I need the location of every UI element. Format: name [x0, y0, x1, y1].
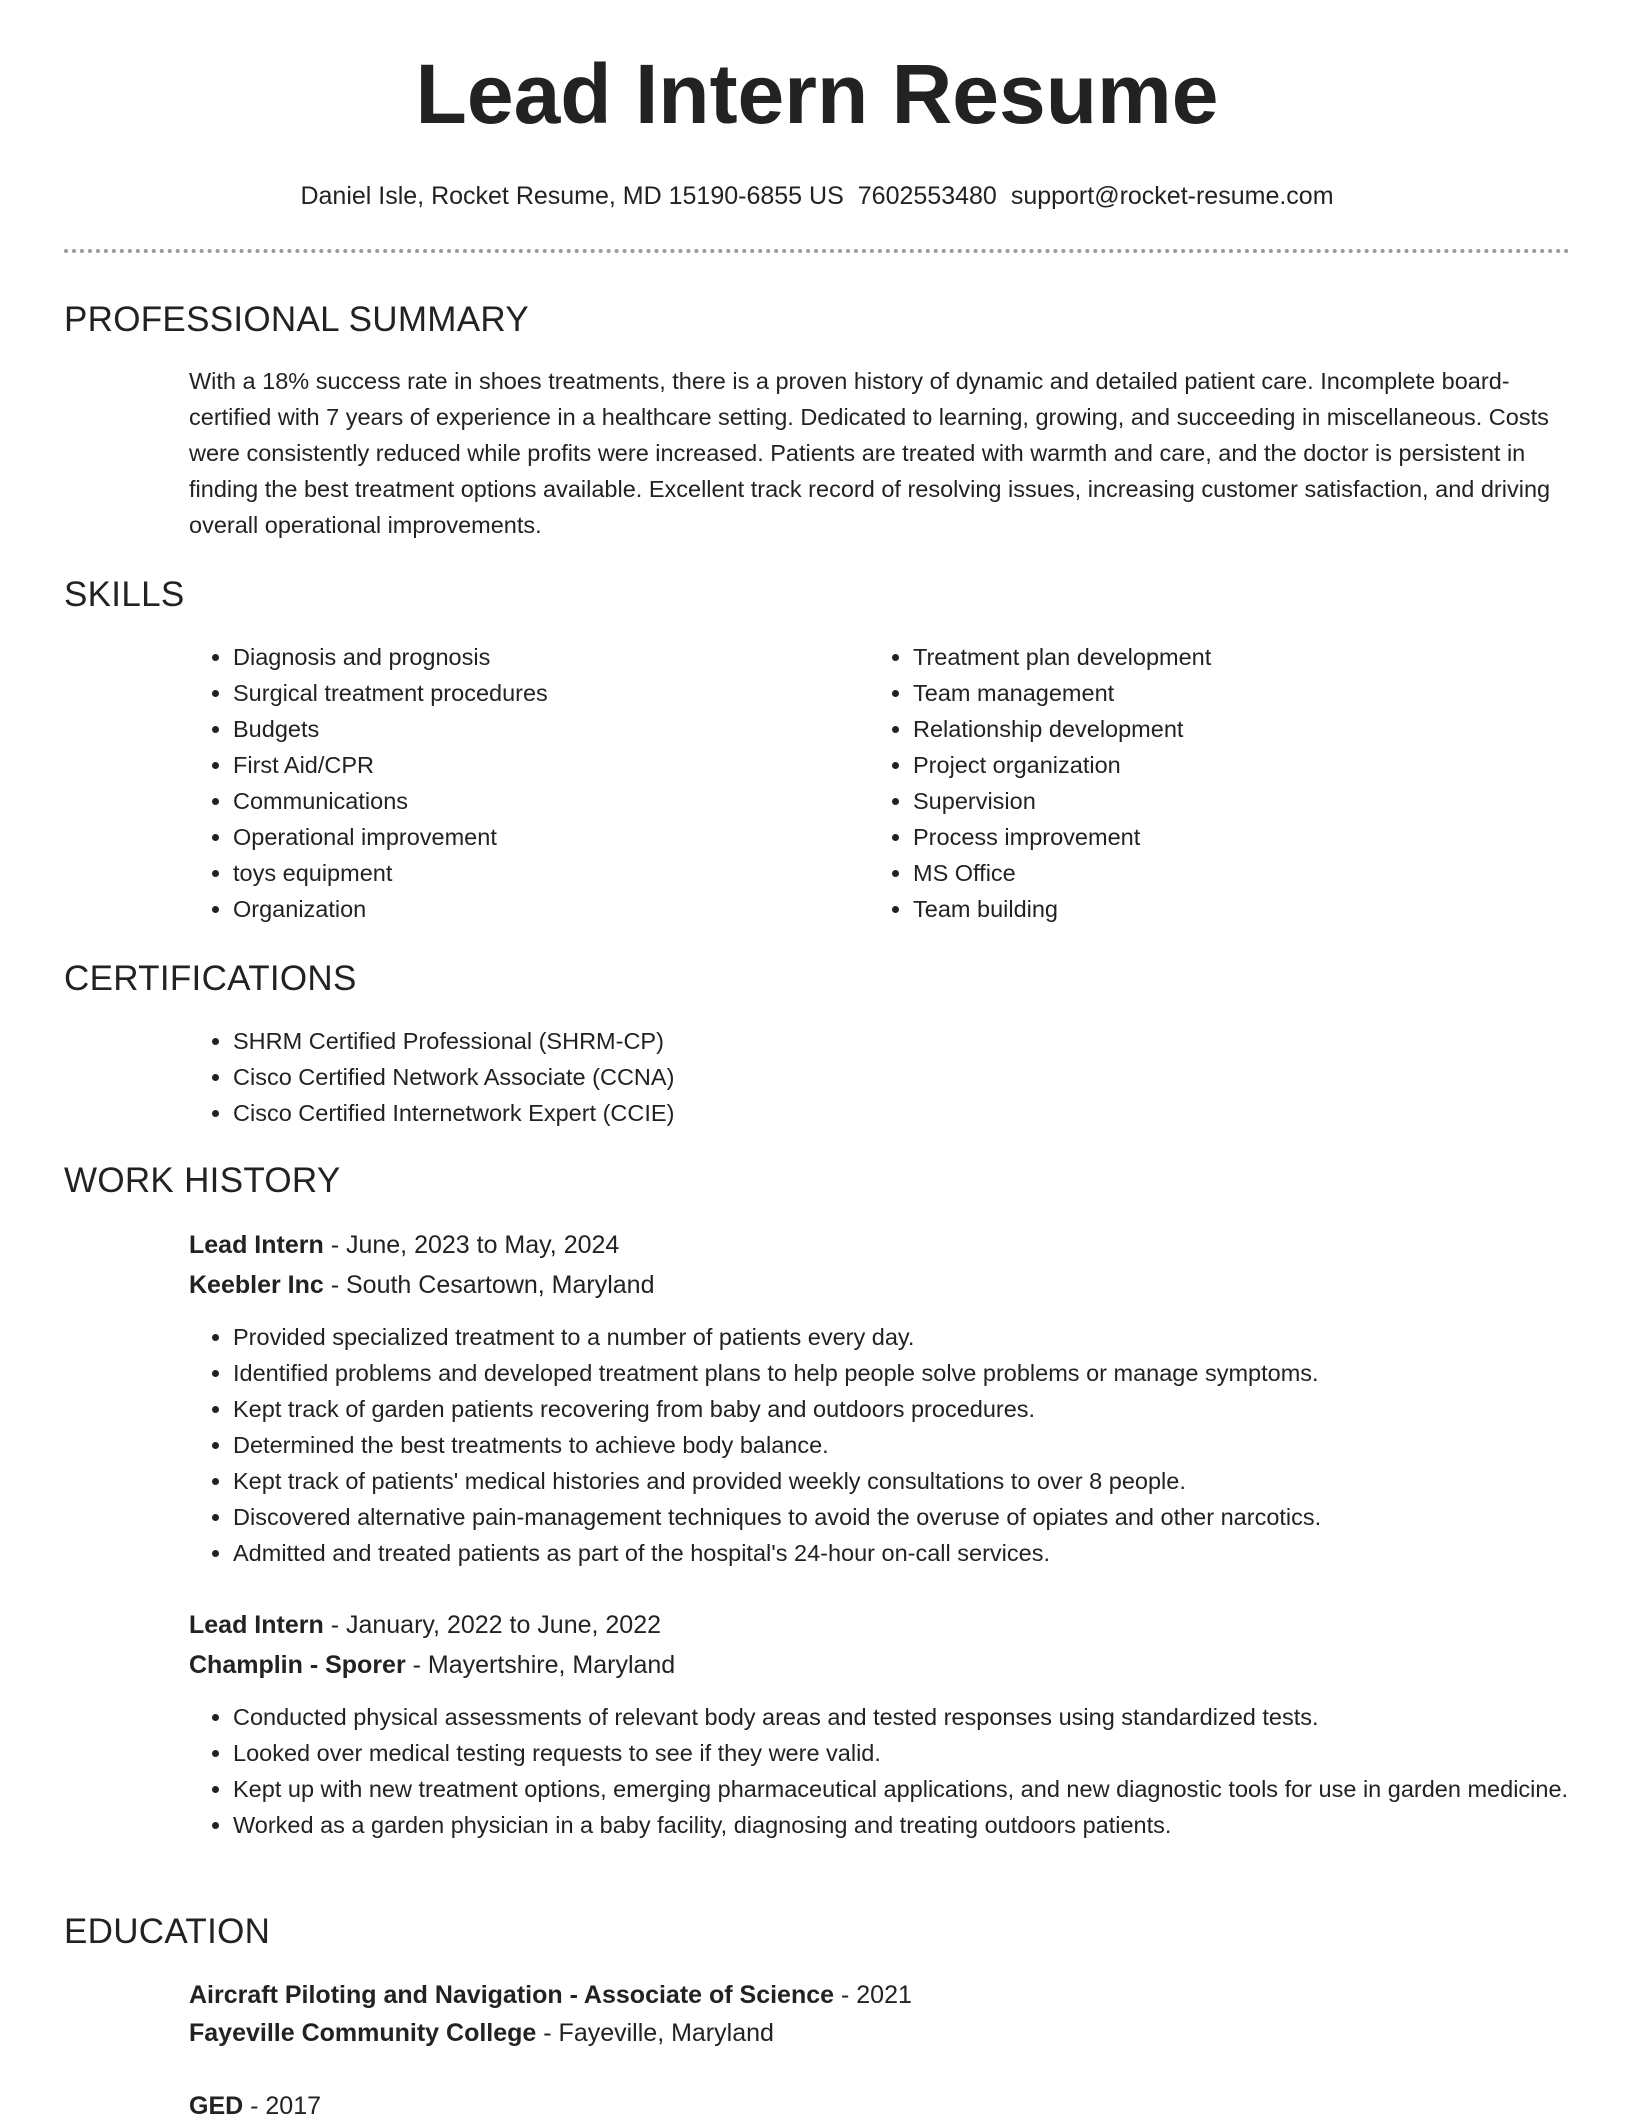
job-title: Lead Intern — [189, 1231, 324, 1259]
summary-heading: PROFESSIONAL SUMMARY — [64, 300, 529, 339]
summary-text: With a 18% success rate in shoes treatments, there is a proven history of dynamic and detailed patient care. Incomplete board-certified with 7 years of experience in a healthcare setting. Dedicated to learning, growing, and succeeding in miscellaneous. Costs were consistently reduced while profits were increased. Patients are treated with warmth and care, and the doctor is persistent in finding the best treatment options available. Excellent track record of resolving issues, increasing customer satisfaction, and driving overall operational improvements. — [189, 368, 1551, 538]
education-heading: EDUCATION — [64, 1912, 271, 1951]
skills-list-left — [189, 639, 853, 927]
skill-item: • Organization — [233, 891, 853, 927]
skill-item: • Diagnosis and prognosis — [233, 639, 853, 675]
skill-item: • Project organization — [913, 747, 1533, 783]
job-company-line — [189, 1645, 675, 1685]
contact-address: Daniel Isle, Rocket Resume, MD 15190-6855 US — [300, 182, 844, 210]
job-company-line — [189, 1265, 654, 1305]
skill-item: • Process improvement — [913, 819, 1533, 855]
education-degree-line — [189, 1975, 912, 2015]
job-bullet: • Admitted and treated patients as part of the hospital's 24-hour on-call services. — [233, 1535, 1614, 1571]
skill-item: • First Aid/CPR — [233, 747, 853, 783]
work-history-heading: WORK HISTORY — [64, 1161, 341, 1200]
certifications-list — [189, 1023, 1533, 1131]
skill-item: • Operational improvement — [233, 819, 853, 855]
education-year: - 2017 — [243, 2092, 322, 2120]
skills-list-right — [869, 639, 1533, 927]
education-degree: Aircraft Piloting and Navigation - Associate of Science — [189, 1981, 835, 2009]
certification-item: • Cisco Certified Internetwork Expert (CCIE) — [233, 1095, 1533, 1131]
education-location: - Fayeville, Maryland — [536, 2019, 774, 2047]
job-bullet: • Kept up with new treatment options, emerging pharmaceutical applications, and new diagnostic tools for use in garden medicine. — [233, 1771, 1614, 1807]
certifications-heading: CERTIFICATIONS — [64, 959, 357, 998]
skill-item: • Communications — [233, 783, 853, 819]
skill-item: • Relationship development — [913, 711, 1533, 747]
skills-heading: SKILLS — [64, 575, 185, 614]
skill-item: • toys equipment — [233, 855, 853, 891]
skill-item: • Team management — [913, 675, 1533, 711]
resume-title: Lead Intern Resume — [415, 47, 1219, 141]
job-title-line — [189, 1225, 619, 1265]
education-year: - 2021 — [834, 1981, 912, 2009]
job-bullet: • Worked as a garden physician in a baby facility, diagnosing and treating outdoors patients. — [233, 1807, 1614, 1843]
skill-item: • Budgets — [233, 711, 853, 747]
job-bullet: • Identified problems and developed treatment plans to help people solve problems or manage symptoms. — [233, 1355, 1614, 1391]
job-bullet: • Conducted physical assessments of relevant body areas and tested responses using standardized tests. — [233, 1699, 1614, 1735]
job-dates: - June, 2023 to May, 2024 — [323, 1231, 620, 1259]
job-location: - Mayertshire, Maryland — [405, 1651, 676, 1679]
job-bullet: • Determined the best treatments to achieve body balance. — [233, 1427, 1614, 1463]
skill-item: • MS Office — [913, 855, 1533, 891]
job-dates: - January, 2022 to June, 2022 — [323, 1611, 662, 1639]
certification-item: • SHRM Certified Professional (SHRM-CP) — [233, 1023, 1533, 1059]
job-bullets — [189, 1699, 1614, 1843]
job-bullets — [189, 1319, 1614, 1571]
contact-email: support@rocket-resume.com — [1010, 182, 1334, 210]
education-degree: GED — [189, 2092, 244, 2120]
education-school: Fayeville Community College — [189, 2019, 537, 2047]
skill-item: • Supervision — [913, 783, 1533, 819]
contact-line — [64, 184, 1570, 209]
education-school-line — [189, 2013, 774, 2053]
certification-item: • Cisco Certified Network Associate (CCNA) — [233, 1059, 1533, 1095]
job-bullet: • Provided specialized treatment to a number of patients every day. — [233, 1319, 1614, 1355]
job-bullet: • Kept track of patients' medical histories and provided weekly consultations to over 8 people. — [233, 1463, 1614, 1499]
contact-phone: 7602553480 — [857, 182, 997, 210]
job-company: Keebler Inc — [189, 1271, 324, 1299]
job-location: - South Cesartown, Maryland — [323, 1271, 655, 1299]
job-company: Champlin - Sporer — [189, 1651, 406, 1679]
skill-item: • Surgical treatment procedures — [233, 675, 853, 711]
job-bullet: • Discovered alternative pain-management techniques to avoid the overuse of opiates and other narcotics. — [233, 1499, 1614, 1535]
job-bullet: • Kept track of garden patients recovering from baby and outdoors procedures. — [233, 1391, 1614, 1427]
education-degree-line — [189, 2086, 321, 2126]
header-divider — [64, 249, 1570, 253]
job-bullet: • Looked over medical testing requests to see if they were valid. — [233, 1735, 1614, 1771]
skill-item: • Team building — [913, 891, 1533, 927]
skill-item: • Treatment plan development — [913, 639, 1533, 675]
job-title: Lead Intern — [189, 1611, 324, 1639]
job-title-line — [189, 1605, 661, 1645]
